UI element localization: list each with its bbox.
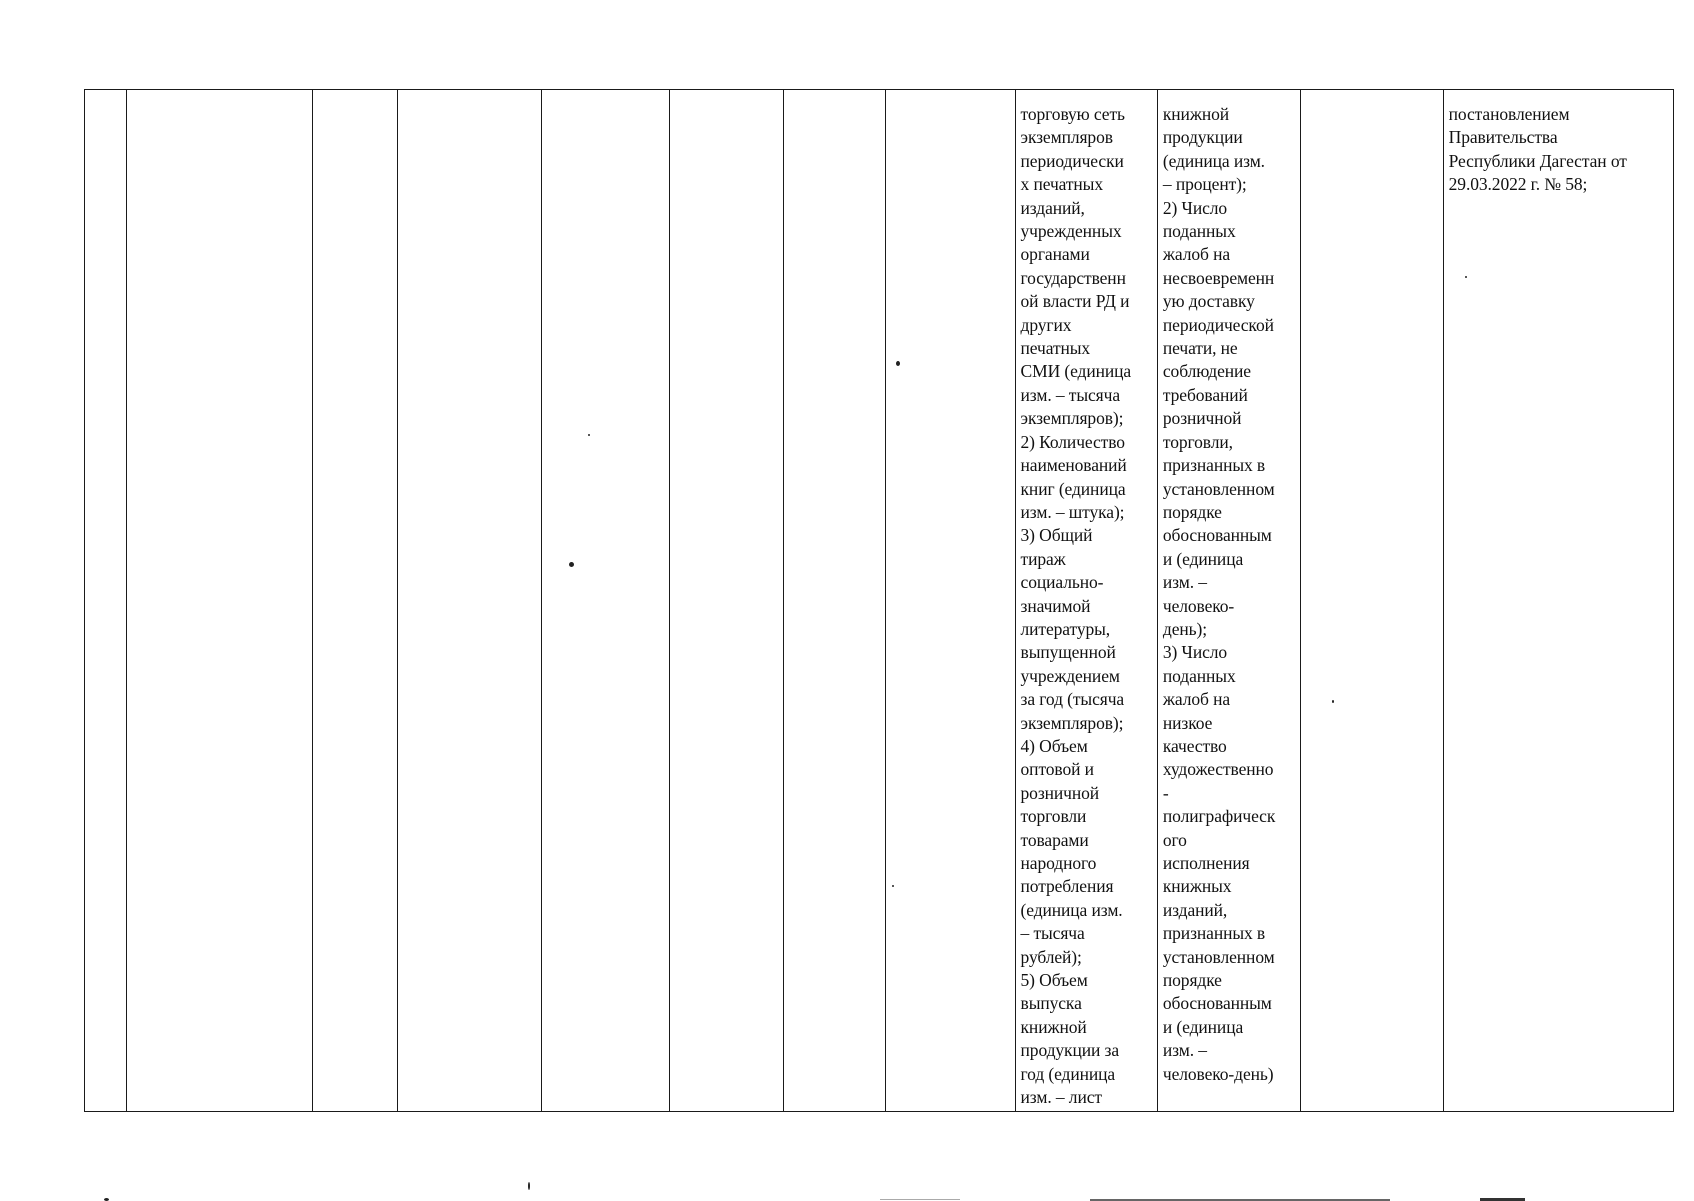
text-line: жалоб на [1162,689,1230,710]
table-cell-basis [1443,90,1673,1112]
scan-speck [528,1182,530,1190]
text-line: органами [1020,244,1090,265]
text-line: народного [1020,853,1097,873]
text-line: 4) Объем [1020,735,1088,756]
text-line: обоснованным [1162,993,1272,1014]
text-line: – процент); [1162,174,1247,195]
scan-speck [569,562,574,567]
text-line: экземпляров [1020,127,1113,148]
text-line: книг (единица [1020,478,1126,499]
text-line: х печатных [1020,174,1103,195]
text-line: человеко-день) [1162,1063,1274,1084]
text-line: 5) Объем [1020,970,1088,991]
text-line: художественно [1162,759,1274,780]
text-line: тираж [1020,548,1066,569]
table-cell-col2 [126,90,312,1112]
text-line: значимой [1020,595,1091,616]
text-line: 2) Количество [1020,431,1125,452]
text-line: (единица изм. [1020,899,1123,920]
text-line: установленном [1162,946,1275,967]
text-line: установленном [1162,478,1275,499]
text-line: продукции [1162,127,1243,148]
text-line: учрежденных [1020,221,1122,242]
text-line: потребления [1020,876,1114,897]
text-line: торговую сеть [1020,104,1125,124]
quality-indicators-text [1158,90,1300,1086]
table-cell-indicators [1015,90,1157,1112]
text-line: признанных в [1162,455,1266,476]
text-line: оптовой и [1020,759,1094,780]
text-line: торговли, [1162,431,1233,452]
text-line: признанных в [1162,923,1266,944]
text-line: продукции за [1020,1040,1119,1061]
text-line: выпуска [1020,993,1082,1014]
text-line: (единица изм. [1162,150,1265,171]
scan-speck [896,361,900,366]
text-line: – тысяча [1020,923,1085,944]
text-line: рублей); [1020,946,1082,967]
text-line: поданных [1162,665,1236,686]
text-line: 3) Число [1162,642,1228,663]
table-cell-col11 [1301,90,1443,1112]
text-line: низкое [1162,712,1213,733]
text-line: книжной [1162,104,1229,124]
text-line: государственн [1020,267,1126,288]
text-line: полиграфическ [1162,806,1276,827]
text-line: товарами [1020,829,1089,850]
text-line: экземпляров); [1020,712,1124,733]
text-line: изм. – [1162,1040,1207,1061]
scan-speck [1332,700,1334,703]
text-line: изм. – штука); [1020,501,1125,522]
text-line: день); [1162,618,1207,639]
text-line: ой власти РД и [1020,291,1130,312]
text-line: ого [1162,829,1187,850]
table-cell-col4 [397,90,541,1112]
table-cell-col8 [885,90,1015,1112]
scan-speck [1465,276,1467,278]
text-line: книжной [1020,1016,1087,1037]
text-line: изм. – лист [1020,1087,1102,1108]
text-line: торговли [1020,806,1087,827]
text-line: розничной [1162,408,1242,429]
text-line: исполнения [1162,853,1250,873]
text-line: изм. – тысяча [1020,384,1121,405]
text-line: порядке [1162,501,1222,522]
text-line: учреждением [1020,665,1120,686]
text-line: требований [1162,384,1248,405]
indicators-text [1016,90,1157,1109]
text-line: - [1162,782,1169,803]
legal-basis-text [1444,90,1673,197]
table-cell-col5 [542,90,670,1112]
text-line: жалоб на [1162,244,1230,265]
text-line: поданных [1162,221,1236,242]
text-line: изданий, [1162,899,1228,920]
text-line: соблюдение [1162,361,1251,382]
text-line: 2) Число [1162,197,1228,218]
text-line: и (единица [1162,1016,1244,1037]
text-line: других [1020,314,1072,335]
registry-table [84,89,1674,1112]
text-line: несвоевременн [1162,267,1275,288]
scan-speck [588,434,590,436]
text-line: социально- [1020,572,1104,593]
text-line: за год (тысяча [1020,689,1125,710]
table-cell-quality [1157,90,1300,1112]
text-line: Республики Дагестан от [1448,150,1627,171]
text-line: постановлением [1448,104,1570,124]
text-line: обоснованным [1162,525,1272,546]
text-line: книжных [1162,876,1232,897]
text-line: человеко- [1162,595,1235,616]
table-cell-col6 [670,90,784,1112]
scan-speck [892,885,894,887]
table-cell-col7 [784,90,886,1112]
text-line: выпущенной [1020,642,1116,663]
text-line: качество [1162,735,1227,756]
text-line: периодической [1162,314,1274,335]
table-cell-col3 [313,90,398,1112]
text-line: СМИ (единица [1020,361,1132,382]
text-line: год (единица [1020,1063,1116,1084]
text-line: изм. – [1162,572,1207,593]
text-line: Правительства [1448,127,1558,148]
text-line: наименований [1020,455,1127,476]
text-line: порядке [1162,970,1222,991]
text-line: ую доставку [1162,291,1255,312]
text-line: печатных [1020,338,1091,359]
text-line: экземпляров); [1020,408,1124,429]
text-line: 3) Общий [1020,525,1093,546]
text-line: розничной [1020,782,1100,803]
text-line: изданий, [1020,197,1085,218]
table-cell-col1 [85,90,127,1112]
text-line: периодически [1020,150,1124,171]
text-line: и (единица [1162,548,1244,569]
table-row [85,90,1674,1112]
text-line: литературы, [1020,618,1111,639]
text-line: 29.03.2022 г. № 58; [1448,174,1588,195]
text-line: печати, не [1162,338,1238,359]
